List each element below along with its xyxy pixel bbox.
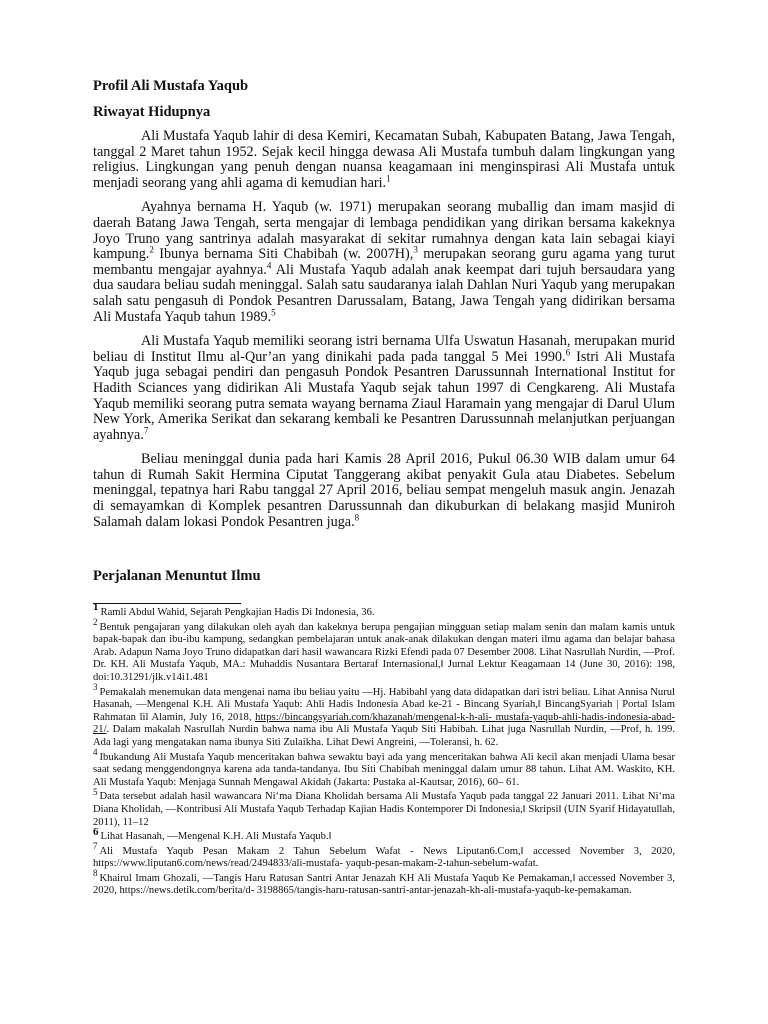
footnotes (93, 601, 676, 900)
footnote-8: $^8$ Khairul Imam Ghozali, ―Tangis Haru Ratusan Santri Antar Jenazah KH Ali Mustafa Yaqub Ke Pemakaman,‖ accessed November 3, 2020, https://news.detik.com/berita/d- 3198865/tangis-haru-ratusan-santri-antar-jenazah-kh-ali-mustafa-yaqub-ke-pemakaman. (93, 868, 675, 897)
footnote-ref: 2 (149, 244, 154, 255)
footnote-6: 6 Lihat Hasanah, ―Mengenal K.H. Ali Mustafa Yaqub.‖ (93, 825, 332, 843)
paragraph-2: Ayahnya bernama H. Yaqub (w. 1971) merupakan seorang muballig dan imam masjid di daerah Batang Jawa Tengah, serta mengajar di lembaga pendidikan yang dirikan bersama kakeknya Joyo Truno yang santrinya adalah masyarakat di sekitar rumahnya dengan kata lain sebagai kiayi kampung.$^2$ Ibunya bernama Siti Chabibah (w. 2007H),$^3$ merupakan seorang guru agama yang turut membantu mengajar ayahnya.$^4$ Ali Mustafa Yaqub adalah anak keempat dari tujuh bersaudara yang dua saudara beliau sudah meninggal. Salah satu saudaranya ialah Dahlan Nuri Yaqub yang merupakan salah satu pengasuh di Pondok Pesantren Darussalam, Batang, Jawa Tengah yang didirikan bersama Ali Mustafa Yaqub tahun 1989.$^5$ (93, 199, 676, 325)
document-title: Profil Ali Mustafa Yaqub (93, 78, 249, 94)
footnote-ref: 3 (413, 244, 418, 255)
footnote-2: $^2$ Bentuk pengajaran yang dilakukan oleh ayah dan kakeknya berupa pengajian mingguan setiap malam senin dan malam kamis untuk bapak-bapak dan ibu-ibu kampung, sedangkan pembelajaran untuk anak-anak dilakukan dengan materi ilmu agama dan belajar bahasa Arab. Adapun Nama Joyo Truno didapatkan dari hasil wawancara Rizki Efendi pada 07 Desember 2008. Lihat Nasrullah Nurdin, ―Prof. Dr. KH. Ali Mustafa Yaqub, MA.: Muhaddis Nusantara Bertaraf Internasional,‖ Jurnal Lektur Keagamaan 14 (June 30, 2016): 198, doi:10.31291/jlk.v14i1.481 (93, 617, 675, 683)
footnote-4: $^4$ Ibukandung Ali Mustafa Yaqub menceritakan bahwa sewaktu bayi ada yang menceritakan bahwa Ali kecil akan menjadi Ulama besar saat sedang menggendongnya karena ada tanda-tandanya. Ibu Siti Chabibah meninggal dalam umur 88 tahun. Lihat AM. Waskito, KH. Ali Mustafa Yaqub: Menjaga Sunnah Mengawal Akidah (Jakarta: Pustaka al-Kautsar, 2016), 60– 61. (93, 747, 675, 788)
paragraph-4: Beliau meninggal dunia pada hari Kamis 28 April 2016, Pukul 06.30 WIB dalam umur 64 tahun di Rumah Sakit Hermina Ciputat Tanggerang akibat penyakit Gula atau Diabetes. Sebelum meninggal, tepatnya hari Rabu tanggal 27 April 2016, beliau sempat mengeluh masuk angin. Jenazah di semayamkan di Komplek pesantren Darussunnah dan dikuburkan di belakang masjid Muniroh Salamah dalam lokasi Pondok Pesantren juga.$^8$ (93, 451, 675, 530)
footnote-7: $^7$ Ali Mustafa Yaqub Pesan Makam 2 Tahun Sebelum Wafat - News Liputan6.Com,‖ accessed November 3, 2020, https://www.liputan6.com/news/read/2494833/ali-mustafa- yaqub-pesan-makam-2-tahun-sebelum-wafat. (93, 841, 675, 870)
body-text (93, 129, 675, 539)
footnote-5: $^5$ Data tersebut adalah hasil wawancara Ni‘ma Diana Kholidah bersama Ali Mustafa Yaqub pada tanggal 22 Januari 2011. Lihat Ni‘ma Diana Kholidah, ―Kontribusi Ali Mustafa Yaqub Terhadap Kajian Hadis Kontemporer Di Indonesia,‖ Skripsi‖ (UIN Syarif Hidayatullah, 2011), 11–12 (93, 786, 675, 828)
paragraph-1: Ali Mustafa Yaqub lahir di desa Kemiri, Kecamatan Subah, Kabupaten Batang, Jawa Tengah, tanggal 2 Maret tahun 1952. Sejak kecil hingga dewasa Ali Mustafa tumbuh dalam lingkungan yang religius. Lingkungan yang penuh dengan nuansa keagamaan ini menginspirasi Ali Mustafa untuk menjadi seorang yang ahli agama di kemudian hari.$^1$ (93, 128, 675, 191)
footnote-ref: 6 (565, 346, 571, 357)
footnote-ref: 5 (271, 306, 276, 317)
footnote-1: 1 Ramli Abdul Wahid, Sejarah Pengkajian Hadis Di Indonesia, 36. (93, 601, 375, 618)
section-heading-riwayat: Riwayat Hidupnya (93, 104, 211, 120)
footnote-separator (93, 603, 241, 604)
footnote-ref: 1 (386, 173, 391, 184)
footnote-ref: 7 (143, 424, 149, 435)
paragraph-3: Ali Mustafa Yaqub memiliki seorang istri bernama Ulfa Uswatun Hasanah, merupakan murid beliau di Institut Ilmu al-Qur’an yang dinikahi pada pada tanggal 5 Mei 1990.$^6$ Istri Ali Mustafa Yaqub juga sebagai pendiri dan pengasuh Pondok Pesantren Darussunnah International Institut for Hadith Sciances yang didirikan Ali Mustafa Yaqub sejak tahun 1997 di Cengkareng. Ali Mustafa Yaqub memiliki seorang putra semata wayang bernama Ziaul Haramain yang mengajar di Darul Ulum New York, Amerika Serikat dan sekarang kembali ke Pesantren Darussunnah melanjutkan perjuangan ayahnya.$^7$ (93, 333, 675, 443)
footnote-ref: 4 (266, 260, 272, 271)
footnote-link[interactable]: https://bincangsyariah.com/khazanah/mengenal-k-h-ali- mustafa-yaqub-ahli-hadis-indonesia-abad-21/ (93, 711, 676, 736)
footnote-3: $^3$ Pemakalah menemukan data mengenai nama ibu beliau yaitu ―Hj. Habibah‖ yang data didapatkan dari istri beliau. Lihat Annisa Nurul Hasanah, ―Mengenal K.H. Ali Mustafa Yaqub: Ahli Hadis Indonesia Abad ke-21 - Bincang Syariah,‖ BincangSyariah | Portal Islam Rahmatan lil Alamin, July 16, 2018, https://bincangsyariah.com/khazanah/mengenal-k-h-ali- mustafa-yaqub-ahli-hadis-indonesia-abad-21/. Dalam makalah Nasrullah Nurdin bahwa nama ibu Ali Mustafa Yaqub Siti Habibah. Lihat juga Nasrullah Nurdin, ―Prof, h. 199. Ada lagi yang mengatakan nama ibunya Siti Zulaikha. Lihat Dewi Angreini, ―Toleransi, h. 62. (93, 682, 676, 748)
section-heading-perjalanan: Perjalanan Menuntut Ilmu (93, 568, 261, 584)
footnote-ref: 8 (354, 511, 360, 522)
